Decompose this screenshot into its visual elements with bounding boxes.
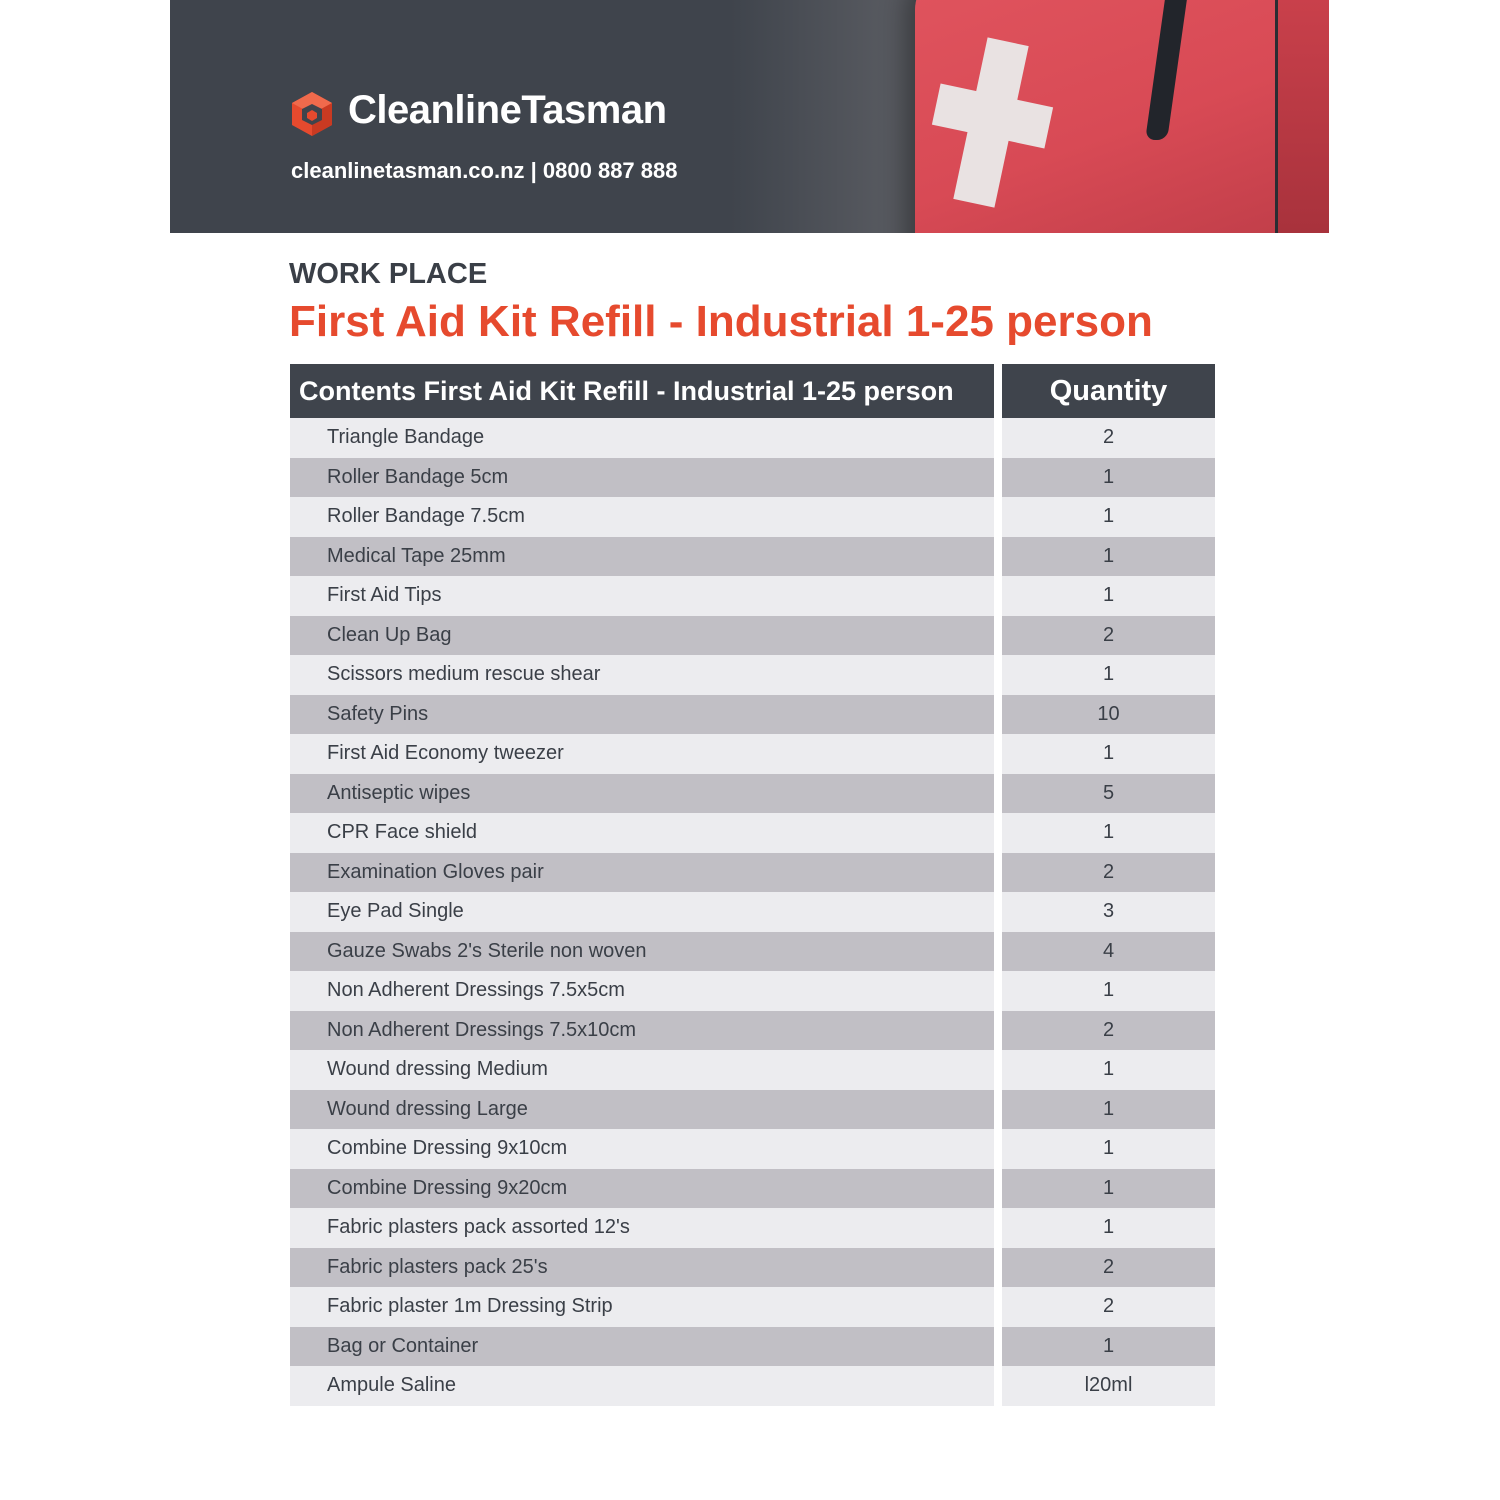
table-row <box>290 1050 1215 1090</box>
quantity-cell: 3 <box>1002 892 1215 932</box>
item-name-cell: Triangle Bandage <box>290 418 994 458</box>
table-row <box>290 1090 1215 1130</box>
item-name-cell: Examination Gloves pair <box>290 853 994 893</box>
quantity-cell: 1 <box>1002 734 1215 774</box>
column-divider <box>994 497 1002 537</box>
column-divider <box>994 1208 1002 1248</box>
quantity-cell: 2 <box>1002 1248 1215 1288</box>
table-row <box>290 1129 1215 1169</box>
contents-table <box>290 364 1215 1406</box>
brand-name: CleanlineTasman <box>348 88 667 132</box>
column-divider <box>994 1287 1002 1327</box>
table-row <box>290 458 1215 498</box>
quantity-cell: l20ml <box>1002 1366 1215 1406</box>
table-row <box>290 655 1215 695</box>
quantity-cell: 2 <box>1002 418 1215 458</box>
item-name-cell: Roller Bandage 7.5cm <box>290 497 994 537</box>
item-name-cell: First Aid Tips <box>290 576 994 616</box>
item-name-cell: Eye Pad Single <box>290 892 994 932</box>
column-divider <box>994 537 1002 577</box>
column-divider <box>994 1327 1002 1367</box>
table-row <box>290 892 1215 932</box>
quantity-cell: 4 <box>1002 932 1215 972</box>
table-row <box>290 1248 1215 1288</box>
item-name-cell: Safety Pins <box>290 695 994 735</box>
table-row <box>290 774 1215 814</box>
quantity-cell: 2 <box>1002 616 1215 656</box>
item-name-cell: Combine Dressing 9x20cm <box>290 1169 994 1209</box>
item-name-cell: Wound dressing Large <box>290 1090 994 1130</box>
table-row <box>290 537 1215 577</box>
table-row <box>290 1011 1215 1051</box>
column-divider <box>994 932 1002 972</box>
quantity-cell: 1 <box>1002 458 1215 498</box>
item-name-cell: Combine Dressing 9x10cm <box>290 1129 994 1169</box>
column-divider <box>994 774 1002 814</box>
column-divider <box>994 1090 1002 1130</box>
table-row <box>290 497 1215 537</box>
quantity-cell: 1 <box>1002 1327 1215 1367</box>
column-divider <box>994 1169 1002 1209</box>
column-divider <box>994 458 1002 498</box>
logo-icon <box>290 90 334 138</box>
table-row <box>290 1327 1215 1367</box>
quantity-cell: 1 <box>1002 1129 1215 1169</box>
item-name-cell: Non Adherent Dressings 7.5x10cm <box>290 1011 994 1051</box>
table-row <box>290 1208 1215 1248</box>
item-name-cell: Fabric plaster 1m Dressing Strip <box>290 1287 994 1327</box>
column-divider <box>994 734 1002 774</box>
table-body <box>290 418 1215 1406</box>
quantity-cell: 1 <box>1002 655 1215 695</box>
column-divider <box>994 1129 1002 1169</box>
contact-line: cleanlinetasman.co.nz | 0800 887 888 <box>291 158 678 183</box>
column-divider <box>994 364 1002 418</box>
quantity-cell: 1 <box>1002 971 1215 1011</box>
quantity-cell: 10 <box>1002 695 1215 735</box>
item-name-cell: First Aid Economy tweezer <box>290 734 994 774</box>
table-row <box>290 576 1215 616</box>
column-divider <box>994 892 1002 932</box>
item-name-cell: Scissors medium rescue shear <box>290 655 994 695</box>
table-row <box>290 813 1215 853</box>
column-divider <box>994 695 1002 735</box>
table-row <box>290 418 1215 458</box>
item-name-cell: Bag or Container <box>290 1327 994 1367</box>
table-header <box>290 364 1215 418</box>
column-divider <box>994 1011 1002 1051</box>
item-name-cell: Non Adherent Dressings 7.5x5cm <box>290 971 994 1011</box>
column-divider <box>994 1366 1002 1406</box>
table-row <box>290 1366 1215 1406</box>
item-name-cell: Medical Tape 25mm <box>290 537 994 577</box>
item-name-cell: Antiseptic wipes <box>290 774 994 814</box>
page-title: First Aid Kit Refill - Industrial 1-25 person <box>289 297 1153 346</box>
item-name-cell: CPR Face shield <box>290 813 994 853</box>
table-row <box>290 695 1215 735</box>
quantity-cell: 1 <box>1002 813 1215 853</box>
column-divider <box>994 655 1002 695</box>
column-divider <box>994 853 1002 893</box>
section-subtitle: WORK PLACE <box>289 258 488 290</box>
item-name-cell: Wound dressing Medium <box>290 1050 994 1090</box>
table-row <box>290 616 1215 656</box>
table-row <box>290 971 1215 1011</box>
quantity-cell: 1 <box>1002 537 1215 577</box>
item-name-cell: Fabric plasters pack 25's <box>290 1248 994 1288</box>
item-name-cell: Clean Up Bag <box>290 616 994 656</box>
item-name-cell: Gauze Swabs 2's Sterile non woven <box>290 932 994 972</box>
table-row <box>290 1169 1215 1209</box>
table-row <box>290 932 1215 972</box>
quantity-cell: 1 <box>1002 1208 1215 1248</box>
column-divider <box>994 813 1002 853</box>
quantity-cell: 1 <box>1002 1050 1215 1090</box>
column-divider <box>994 576 1002 616</box>
quantity-cell: 2 <box>1002 1011 1215 1051</box>
column-divider <box>994 1248 1002 1288</box>
column-divider <box>994 616 1002 656</box>
quantity-cell: 2 <box>1002 1287 1215 1327</box>
item-name-cell: Roller Bandage 5cm <box>290 458 994 498</box>
bag-pocket <box>1275 0 1329 233</box>
table-row <box>290 853 1215 893</box>
quantity-cell: 1 <box>1002 1090 1215 1130</box>
header-banner <box>170 0 1329 233</box>
quantity-cell: 5 <box>1002 774 1215 814</box>
column-divider <box>994 971 1002 1011</box>
quantity-cell: 2 <box>1002 853 1215 893</box>
column-header-contents: Contents First Aid Kit Refill - Industrial 1-25 person <box>290 364 994 418</box>
item-name-cell: Fabric plasters pack assorted 12's <box>290 1208 994 1248</box>
quantity-cell: 1 <box>1002 497 1215 537</box>
item-name-cell: Ampule Saline <box>290 1366 994 1406</box>
table-row <box>290 1287 1215 1327</box>
column-divider <box>994 1050 1002 1090</box>
table-row <box>290 734 1215 774</box>
quantity-cell: 1 <box>1002 1169 1215 1209</box>
quantity-cell: 1 <box>1002 576 1215 616</box>
column-header-quantity: Quantity <box>1002 364 1215 418</box>
column-divider <box>994 418 1002 458</box>
